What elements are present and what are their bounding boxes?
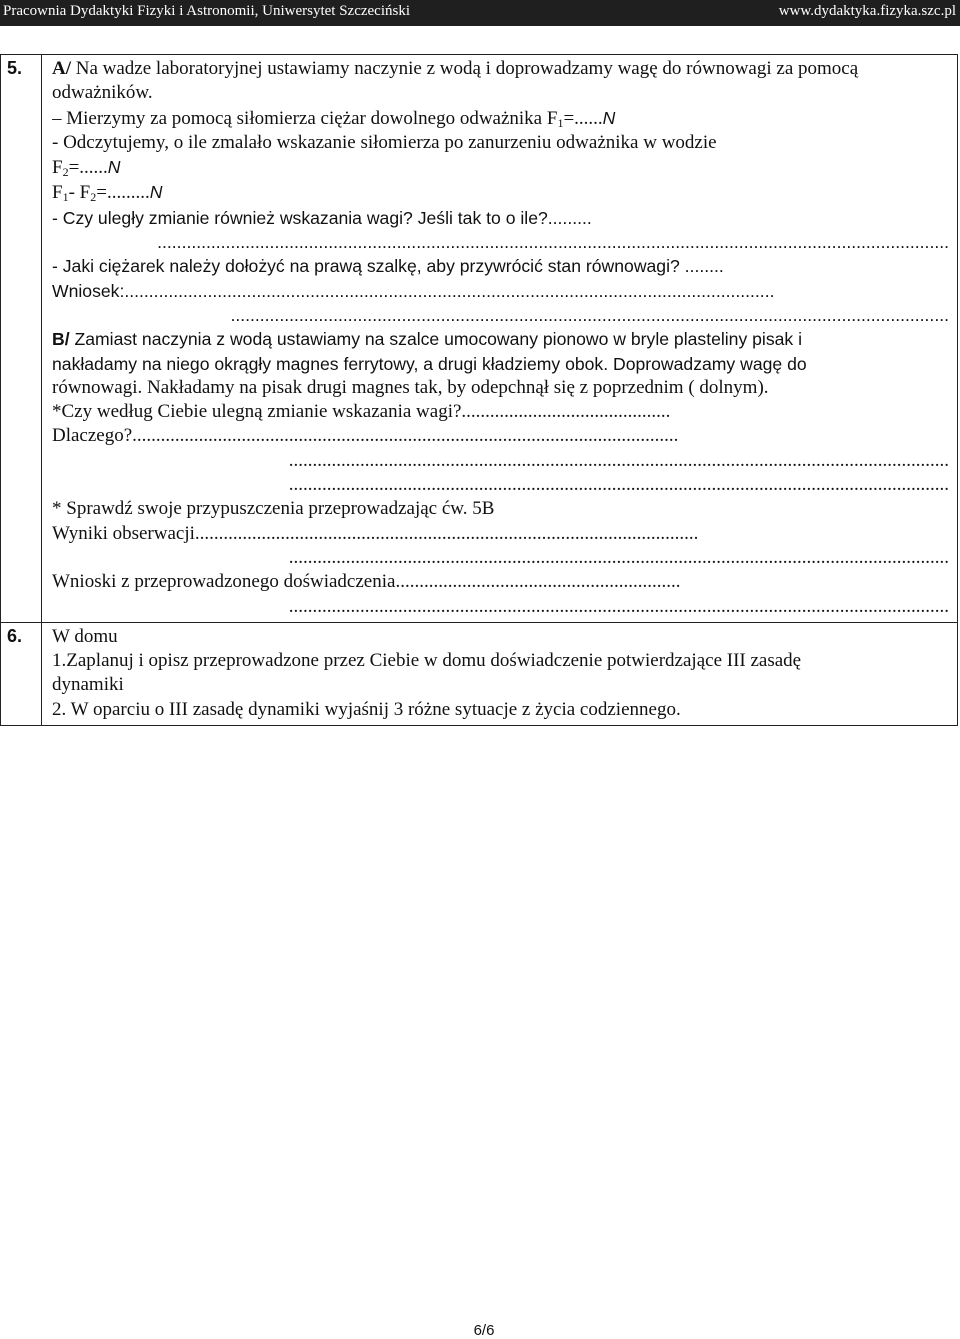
part-a-intro: A/ Na wadze laboratoryjnej ustawiamy naczynie z wodą i doprowadzamy wagę do równowagi za pomocą	[52, 58, 859, 79]
answer-dots-line: ...........................................................................................................................................	[288, 546, 949, 568]
part-b-label: B/	[52, 329, 70, 350]
why-line: Dlaczego?...................................................................................................................	[52, 425, 679, 447]
page-number: 6/6	[473, 1322, 495, 1339]
section-5-number: 5.	[1, 55, 42, 623]
answer-dots-line: ...........................................................................................................................................	[288, 595, 949, 617]
homework-task-2: 2. W oparciu o III zasadę dynamiki wyjaśnij 3 różne sytuacje z życia codziennego.	[52, 698, 681, 720]
answer-dots-line: ...........................................................................................................................................	[288, 449, 949, 471]
answer-dots-line: ...................................................................................................................................................	[230, 304, 949, 325]
section-6-content	[42, 622, 958, 725]
part-b-line-3: równowagi. Nakładamy na pisak drugi magnes tak, by odepchnął się z poprzednim ( dolnym).	[52, 376, 769, 398]
header-website: www.dydaktyka.fizyka.szc.pl	[778, 3, 956, 19]
answer-dots-line: ...........................................................................................................................................	[288, 474, 949, 496]
homework-task-1-cont: dynamiki	[52, 674, 124, 696]
section-5-row	[1, 55, 958, 623]
part-b-question: *Czy według Ciebie ulegną zmianie wskazania wagi?............................................	[52, 401, 671, 423]
part-b-line-2: nakładamy na niego okrągły magnes ferrytowy, a drugi kładziemy obok. Doprowadzamy wagę do	[52, 353, 807, 374]
header-institution: Pracownia Dydaktyki Fizyki i Astronomii, Uniwersytet Szczeciński	[3, 3, 411, 19]
measure-weight-line: – Mierzymy za pomocą siłomierza ciężar dowolnego odważnika $F_1=......N$	[52, 107, 616, 130]
part-b-intro: B/ Zamiast naczynia z wodą ustawiamy na szalce umocowany pionowo w bryle plasteliny pisak i	[52, 329, 803, 350]
read-scale-line: - Odczytujemy, o ile zmalało wskazanie siłomierza po zanurzeniu odważnika w wodzie	[52, 131, 717, 153]
homework-task-1: 1.Zaplanuj i opisz przeprowadzone przez Ciebie w domu doświadczenie potwierdzające III zasadę	[52, 650, 802, 672]
f-difference-line: $F_1-$ $F_2=.........N$	[52, 182, 163, 205]
worksheet-table	[0, 54, 958, 726]
scale-change-question: - Czy uległy zmianie również wskazania wagi? Jeśli tak to o ile?.........	[52, 207, 592, 228]
homework-title: W domu	[52, 625, 118, 647]
conclusion-label: Wniosek	[52, 280, 120, 301]
observations-line: Wyniki obserwacji..........................................................................................................	[52, 522, 699, 544]
conclusion-line: Wniosek:.....................................................................................................................................	[52, 280, 775, 301]
page-header	[0, 0, 960, 26]
weight-question: - Jaki ciężarek należy dołożyć na prawą szalkę, aby przywrócić stan równowagi? ........	[52, 256, 724, 277]
section-6-number: 6.	[1, 622, 42, 725]
experiment-conclusions-line: Wnioski z przeprowadzonego doświadczenia............................................................	[52, 571, 681, 593]
answer-dots-line: ..................................................................................................................................................................	[157, 232, 949, 253]
section-5-content	[42, 55, 958, 623]
f2-line: $F_2=......N$	[52, 157, 121, 180]
part-a-label: A/	[52, 58, 71, 79]
section-6-row	[1, 622, 958, 725]
part-a-intro-cont: odważników.	[52, 82, 153, 104]
check-hypothesis-line: * Sprawdź swoje przypuszczenia przeprowadzając ćw. 5B	[52, 498, 495, 520]
